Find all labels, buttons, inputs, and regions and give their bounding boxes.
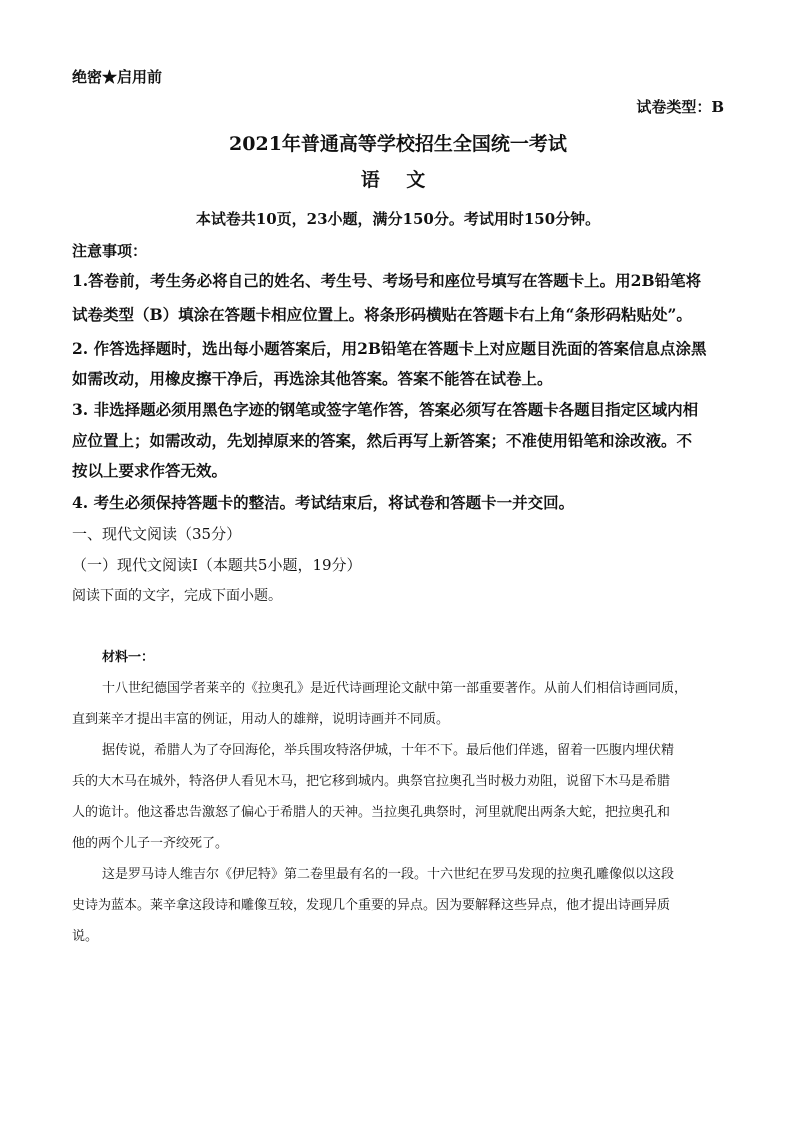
paper-type-label: 试卷类型：B — [636, 98, 724, 116]
notice-line: 4. 考生必须保持答题卡的整洁。考试结束后，将试卷和答题卡一并交回。 — [72, 493, 575, 512]
material-line: 十八世纪德国学者莱辛的《拉奥孔》是近代诗画理论文献中第一部重要著作。从前人们相信诗画同质， — [102, 681, 688, 696]
exam-info: 本试卷共10页，23小题，满分150分。考试用时150分钟。 — [195, 210, 601, 228]
notice-line: 2. 作答选择题时，选出每小题答案后，用2B铅笔在答题卡上对应题目洗面的答案信息点涂黑 — [72, 339, 707, 358]
material-line: 人的诡计。他这番忠告激怒了偏心于希腊人的天神。当拉奥孔典祭时，河里就爬出两条大蛇，把拉奥孔和 — [72, 805, 671, 820]
material-line: 史诗为蓝本。莱辛拿这段诗和雕像互较，发现几个重要的异点。因为要解释这些异点，他才提出诗画异质 — [72, 898, 671, 913]
notice-line: 按以上要求作答无效。 — [72, 461, 228, 480]
subsection-heading: （一）现代文阅读Ⅰ（本题共5小题，19分） — [72, 556, 362, 574]
exam-title: 2021年普通高等学校招生全国统一考试 — [229, 133, 567, 155]
section-heading: 一、现代文阅读（35分） — [72, 525, 242, 543]
material-line: 这是罗马诗人维吉尔《伊尼特》第二卷里最有名的一段。十六世纪在罗马发现的拉奥孔雕像似以这段 — [102, 867, 675, 882]
subject-title: 语 文 — [360, 169, 436, 191]
notice-line: 如需改动，用橡皮擦干净后，再选涂其他答案。答案不能答在试卷上。 — [72, 369, 553, 388]
reading-instruction: 阅读下面的文字，完成下面小题。 — [72, 588, 282, 604]
material-line: 据传说，希腊人为了夺回海伦，举兵围攻特洛伊城，十年不下。最后他们佯逃，留着一匹腹内埋伏精 — [102, 743, 675, 758]
material-line: 说。 — [72, 929, 99, 944]
material-line: 直到莱辛才提出丰富的例证，用动人的雄辩，说明诗画并不同质。 — [72, 712, 450, 727]
confidential-label: 绝密★启用前 — [72, 68, 163, 86]
notice-line: 1.答卷前，考生务必将自己的姓名、考生号、考场号和座位号填写在答题卡上。用2B铅笔将 — [72, 271, 702, 290]
material-title: 材料一： — [102, 650, 155, 665]
notice-line: 试卷类型（B）填涂在答题卡相应位置上。将条形码横贴在答题卡右上角“条形码粘贴处”。 — [72, 305, 692, 324]
notice-line: 3. 非选择题必须用黑色字迹的钢笔或签字笔作答，答案必须写在答题卡各题目指定区域内相 — [72, 400, 699, 419]
notice-line: 应位置上；如需改动，先划掉原来的答案，然后再写上新答案；不准使用铅笔和涂改液。不 — [72, 431, 693, 450]
notice-heading: 注意事项： — [72, 242, 148, 260]
material-line: 兵的大木马在城外，特洛伊人看见木马，把它移到城内。典祭官拉奥孔当时极力劝阻，说留下木马是希腊 — [72, 774, 671, 789]
material-line: 他的两个儿子一齐绞死了。 — [72, 836, 229, 851]
